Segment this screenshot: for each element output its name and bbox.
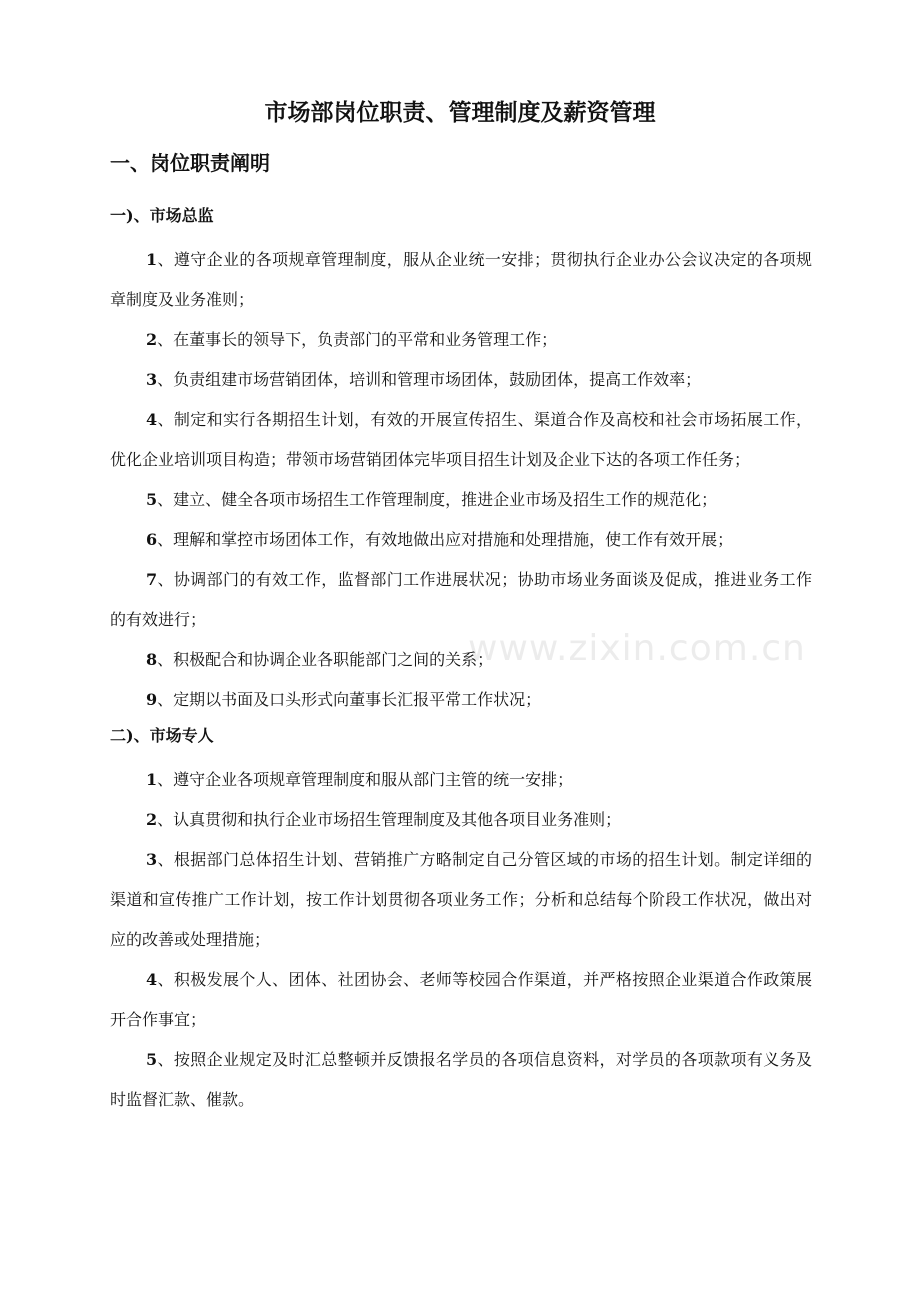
document-title: 市场部岗位职责、管理制度及薪资管理 [264, 99, 656, 126]
subsection-market-specialist [110, 720, 812, 1120]
duty-item: 1、遵守企业各项规章管理制度和服从部门主管的统一安排； [146, 770, 574, 789]
duty-item: 5、建立、健全各项市场招生工作管理制度，推进企业市场及招生工作的规范化； [146, 490, 718, 509]
duty-item: 3、负责组建市场营销团体，培训和管理市场团体，鼓励团体，提高工作效率； [146, 370, 702, 389]
section-heading-duties: 一、岗位职责阐明 [110, 151, 270, 175]
duty-item: 5、按照企业规定及时汇总整顿并反馈报名学员的各项信息资料，对学员的各项款项有义务及时监督汇款、催款。 [110, 1050, 812, 1109]
duty-item: 8、积极配合和协调企业各职能部门之间的关系； [146, 650, 494, 669]
subsection-market-director [110, 200, 812, 720]
duty-item: 3、根据部门总体招生计划、营销推广方略制定自己分管区域的市场的招生计划。制定详细的渠道和宣传推广工作计划，按工作计划贯彻各项业务工作；分析和总结每个阶段工作状况，做出对应的改善或处理措施； [110, 850, 812, 949]
duty-item: 6、理解和掌控市场团体工作，有效地做出应对措施和处理措施，使工作有效开展； [146, 530, 734, 549]
duty-item: 2、在董事长的领导下，负责部门的平常和业务管理工作； [146, 330, 558, 349]
document-body [110, 200, 812, 1120]
subsection-heading: 一)、市场总监 [110, 206, 214, 225]
duty-item: 7、协调部门的有效工作，监督部门工作进展状况；协助市场业务面谈及促成，推进业务工作的有效进行； [110, 570, 812, 629]
duty-item: 2、认真贯彻和执行企业市场招生管理制度及其他各项目业务准则； [146, 810, 622, 829]
duty-item: 1、遵守企业的各项规章管理制度，服从企业统一安排；贯彻执行企业办公会议决定的各项规章制度及业务准则； [110, 250, 812, 309]
duty-item: 9、定期以书面及口头形式向董事长汇报平常工作状况； [146, 690, 542, 709]
watermark: www.zixin.com.cn [468, 628, 806, 669]
duty-item: 4、制定和实行各期招生计划，有效的开展宣传招生、渠道合作及高校和社会市场拓展工作，优化企业培训项目构造；带领市场营销团体完毕项目招生计划及企业下达的各项工作任务； [110, 410, 812, 469]
subsection-heading: 二)、市场专人 [110, 726, 214, 745]
duty-item: 4、积极发展个人、团体、社团协会、老师等校园合作渠道，并严格按照企业渠道合作政策展开合作事宜； [110, 970, 812, 1029]
